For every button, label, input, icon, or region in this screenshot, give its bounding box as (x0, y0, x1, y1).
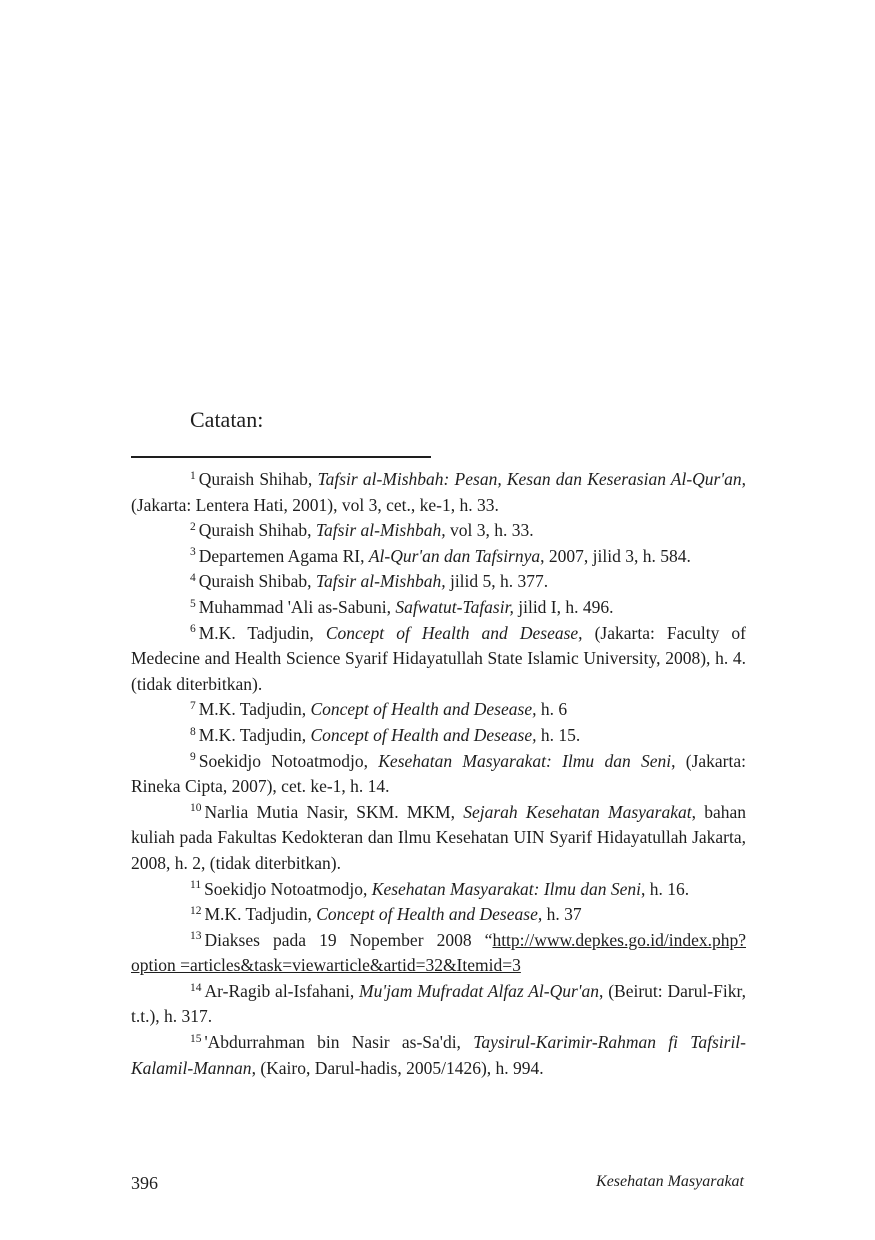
footnote-8 (131, 723, 746, 749)
footnote-text: Narlia Mutia Nasir, SKM. MKM, (204, 801, 464, 822)
depkes-url-link[interactable]: http://www.depkes.go.id/index.php?option =articles&task=viewarticle&artid=32&Itemid=3 (131, 929, 746, 976)
footnote-text: M.K. Tadjudin, (204, 904, 317, 925)
footnote-details: , bahan kuliah pada Fakultas Kedokteran dan Ilmu Kesehatan UIN Syarif Hidayatullah Jakarta, 2008, h. 2, (tidak diterbitkan). (131, 801, 747, 873)
footnote-15 (131, 1030, 746, 1081)
footnote-number: 7 (190, 700, 196, 713)
footnote-14 (131, 979, 746, 1030)
footnote-work-title: Kesehatan Masyarakat: Ilmu dan Seni (371, 878, 642, 899)
footnote-text: Soekidjo Notoatmodjo, (204, 878, 372, 899)
running-title: Kesehatan Masyarakat (596, 1173, 744, 1190)
footnote-2 (131, 518, 746, 544)
footnote-number: 9 (190, 751, 196, 764)
footnote-number: 10 (190, 802, 202, 815)
footnote-3 (131, 544, 746, 570)
footnote-work-title: Concept of Health and Desease, (310, 699, 537, 720)
footnote-work-title: Mu'jam Mufradat Alfaz Al-Qur'an (359, 980, 600, 1001)
page-number: 396 (131, 1173, 158, 1193)
footnote-number: 12 (190, 904, 202, 917)
footnote-details: h. 15. (536, 724, 581, 745)
footnote-number: 11 (190, 879, 202, 892)
footnote-text: M.K. Tadjudin, (198, 724, 311, 745)
footnote-number: 13 (190, 930, 202, 943)
footnote-details: h. 37 (542, 904, 582, 925)
footnote-text: Quraish Shihab, (198, 469, 318, 489)
footnote-12 (131, 902, 746, 928)
footnote-10 (131, 800, 746, 877)
footnote-number: 2 (190, 520, 196, 533)
footnote-details: h. 6 (536, 699, 568, 720)
footnote-details: , (Beirut: Darul-Fikr, t.t.), h. 317. (131, 980, 746, 1027)
footnote-details: jilid I, h. 496. (513, 596, 614, 617)
heading-divider (131, 456, 431, 458)
footnote-text: Departemen Agama RI, (198, 545, 369, 566)
footnote-7 (131, 697, 746, 723)
footnote-work-title: Tafsir al-Mishbah: Pesan, Kesan dan Keserasian Al-Qur'an (317, 469, 742, 489)
footnote-work-title: Kesehatan Masyarakat: Ilmu dan Seni (378, 750, 672, 771)
footnote-5 (131, 595, 746, 621)
footnote-number: 4 (190, 572, 196, 585)
footnote-number: 6 (190, 623, 196, 636)
footnote-text: Quraish Shibab, (198, 571, 316, 592)
footnote-number: 1 (190, 469, 196, 482)
footnote-number: 5 (190, 597, 196, 610)
footnote-work-title: Al-Qur'an dan Tafsirnya (368, 545, 541, 566)
footnote-work-title: Tafsir al-Mishbah, (315, 571, 446, 592)
footnote-details: , (Jakarta: Rineka Cipta, 2007), cet. ke-1, h. 14. (131, 750, 746, 797)
footnote-11 (131, 877, 746, 903)
footnote-list (131, 467, 746, 1081)
footnote-9 (131, 749, 746, 800)
footnote-13 (131, 928, 746, 979)
footnote-4 (131, 569, 746, 595)
footnote-details: jilid 5, h. 377. (445, 571, 549, 592)
footnote-text: Quraish Shihab, (198, 520, 316, 541)
footnote-details: vol 3, h. 33. (445, 520, 534, 541)
footnote-text: 'Abdurrahman bin Nasir as-Sa'di, (204, 1032, 474, 1053)
footnote-details: , (Jakarta: Lentera Hati, 2001), vol 3, cet., ke-1, h. 33. (131, 469, 746, 515)
footnote-work-title: Safwatut-Tafasir, (395, 596, 514, 617)
footnote-text: Ar-Ragib al-Isfahani, (204, 980, 360, 1001)
footnote-number: 14 (190, 981, 202, 994)
notes-heading: Catatan: (190, 407, 264, 432)
footnote-work-title: Tafsir al-Mishbah, (315, 520, 446, 541)
footnote-1 (131, 467, 746, 518)
footnote-text: Soekidjo Notoatmodjo, (198, 750, 379, 771)
footnote-number: 3 (190, 546, 196, 559)
footnote-work-title: Concept of Health and Desease, (316, 904, 543, 925)
footnote-details: , h. 16. (641, 878, 690, 899)
footnote-text: M.K. Tadjudin, (198, 699, 311, 720)
footnote-number: 15 (190, 1032, 202, 1045)
footnote-text: M.K. Tadjudin, (198, 622, 326, 643)
footnote-text: Diakses pada 19 Nopember 2008 “ (204, 929, 493, 950)
footnote-6 (131, 621, 746, 698)
footnote-work-title: Taysirul-Karimir-Rahman fi Tafsiril-Kalamil-Mannan (131, 1032, 746, 1078)
footnote-number: 8 (190, 725, 196, 738)
footnote-details: (Jakarta: Faculty of Medecine and Health Science Syarif Hidayatullah State Islamic University, 2008), h. 4. (tidak diterbitkan). (131, 622, 747, 694)
footnote-work-title: Sejarah Kesehatan Masyarakat (463, 801, 692, 822)
footnote-details: , 2007, jilid 3, h. 584. (540, 545, 691, 566)
footnote-text: Muhammad 'Ali as-Sabuni, (198, 596, 396, 617)
footnote-details: , (Kairo, Darul-hadis, 2005/1426), h. 994. (251, 1057, 544, 1078)
footnote-work-title: Concept of Health and Desease, (325, 622, 583, 643)
footnote-work-title: Concept of Health and Desease, (310, 724, 537, 745)
